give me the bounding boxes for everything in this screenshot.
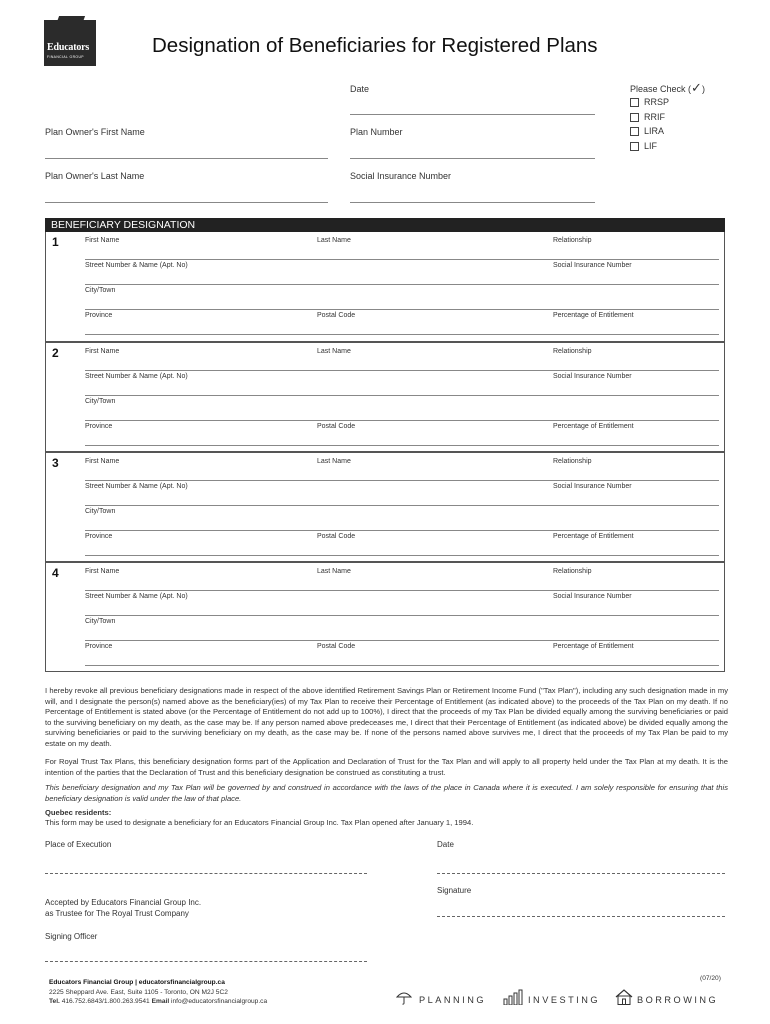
logo-subtitle: FINANCIAL GROUP (47, 55, 84, 59)
royal-trust-paragraph: For Royal Trust Tax Plans, this beneficiary designation forms part of the Application and Declaration of Trust for the Tax Plan and will apply to all property held under the Tax Plan at my death. It is the intention of the parties that the Declaration of Trust and this beneficiary designation be construed as constituting a trust. (45, 757, 728, 777)
sin-label: Social Insurance Number (553, 593, 632, 600)
accepted-by-line1: Accepted by Educators Financial Group Inc. (45, 898, 202, 907)
signature-label: Signature (437, 886, 472, 895)
beneficiary-block-1 (45, 232, 725, 342)
city-field-line[interactable] (85, 420, 719, 421)
name-field-line[interactable] (85, 259, 719, 260)
date-label: Date (350, 84, 370, 94)
percentage-label: Percentage of Entitlement (553, 423, 634, 430)
educators-logo (44, 20, 96, 66)
place-of-execution-field[interactable] (45, 873, 367, 874)
last-name-label: Last Name (317, 348, 351, 355)
quebec-heading: Quebec residents: (45, 808, 112, 817)
percentage-label: Percentage of Entitlement (553, 312, 634, 319)
logo-name: Educators (47, 42, 90, 53)
relationship-label: Relationship (553, 348, 592, 355)
last-name-label: Last Name (317, 568, 351, 575)
owner-sin-field[interactable] (350, 202, 595, 203)
relationship-label: Relationship (553, 568, 592, 575)
relationship-label: Relationship (553, 458, 592, 465)
city-label: City/Town (85, 618, 116, 625)
province-label: Province (85, 312, 113, 319)
plan-number-field[interactable] (350, 158, 595, 159)
name-field-line[interactable] (85, 370, 719, 371)
lira-label: LIRA (644, 126, 665, 136)
name-field-line[interactable] (85, 480, 719, 481)
lif-label: LIF (644, 141, 658, 151)
beneficiary-number: 4 (52, 566, 59, 580)
sin-label: Social Insurance Number (553, 262, 632, 269)
footer-contact (49, 998, 267, 1005)
please-check-label: Please Check (✓) (630, 80, 705, 95)
umbrella-icon (396, 989, 412, 1005)
signing-date-label: Date (437, 840, 454, 849)
street-label: Street Number & Name (Apt. No) (85, 593, 188, 600)
owner-first-name-label: Plan Owner's First Name (45, 127, 145, 137)
percentage-label: Percentage of Entitlement (553, 533, 634, 540)
brand-investing: INVESTING (528, 995, 601, 1005)
lif-checkbox[interactable] (630, 142, 639, 151)
street-label: Street Number & Name (Apt. No) (85, 483, 188, 490)
postal-code-label: Postal Code (317, 423, 356, 430)
bar-chart-icon (503, 989, 525, 1005)
city-field-line[interactable] (85, 530, 719, 531)
rrsp-checkbox[interactable] (630, 98, 639, 107)
street-field-line[interactable] (85, 505, 719, 506)
province-field-line[interactable] (85, 555, 719, 556)
signing-officer-field[interactable] (45, 961, 367, 962)
postal-code-label: Postal Code (317, 312, 356, 319)
city-label: City/Town (85, 398, 116, 405)
last-name-label: Last Name (317, 458, 351, 465)
postal-code-label: Postal Code (317, 643, 356, 650)
name-field-line[interactable] (85, 590, 719, 591)
beneficiary-block-3 (45, 452, 725, 562)
province-field-line[interactable] (85, 445, 719, 446)
brand-planning: PLANNING (419, 995, 486, 1005)
page-title: Designation of Beneficiaries for Registered Plans (152, 34, 598, 57)
owner-last-name-field[interactable] (45, 202, 328, 203)
beneficiary-number: 1 (52, 235, 59, 249)
accepted-by-line2: as Trustee for The Royal Trust Company (45, 909, 189, 918)
city-field-line[interactable] (85, 640, 719, 641)
signing-date-field[interactable] (437, 873, 725, 874)
quebec-text: This form may be used to designate a beneficiary for an Educators Financial Group Inc. Tax Plan opened after January 1, 1994. (45, 818, 474, 827)
province-label: Province (85, 643, 113, 650)
sin-label: Social Insurance Number (553, 373, 632, 380)
lira-checkbox[interactable] (630, 127, 639, 136)
house-icon (614, 989, 634, 1005)
owner-last-name-label: Plan Owner's Last Name (45, 171, 145, 181)
email-value: info@educatorsfinancialgroup.ca (171, 998, 268, 1005)
version-number: (07/20) (700, 975, 721, 982)
province-field-line[interactable] (85, 334, 719, 335)
beneficiary-block-2 (45, 342, 725, 452)
tel-label: Tel. (49, 998, 60, 1005)
checkmark-icon: ✓ (691, 80, 702, 95)
city-field-line[interactable] (85, 309, 719, 310)
relationship-label: Relationship (553, 237, 592, 244)
street-field-line[interactable] (85, 284, 719, 285)
province-label: Province (85, 533, 113, 540)
place-of-execution-label: Place of Execution (45, 840, 112, 849)
last-name-label: Last Name (317, 237, 351, 244)
beneficiary-number: 2 (52, 346, 59, 360)
beneficiary-heading: BENEFICIARY DESIGNATION (45, 218, 725, 232)
province-label: Province (85, 423, 113, 430)
city-label: City/Town (85, 508, 116, 515)
first-name-label: First Name (85, 458, 120, 465)
street-field-line[interactable] (85, 395, 719, 396)
owner-sin-label: Social Insurance Number (350, 171, 452, 181)
tel-value: 416.752.6843/1.800.263.9541 (61, 998, 150, 1005)
plan-number-label: Plan Number (350, 127, 403, 137)
street-field-line[interactable] (85, 615, 719, 616)
owner-first-name-field[interactable] (45, 158, 328, 159)
percentage-label: Percentage of Entitlement (553, 643, 634, 650)
first-name-label: First Name (85, 348, 120, 355)
first-name-label: First Name (85, 568, 120, 575)
sin-label: Social Insurance Number (553, 483, 632, 490)
postal-code-label: Postal Code (317, 533, 356, 540)
brand-borrowing: BORROWING (637, 995, 719, 1005)
street-label: Street Number & Name (Apt. No) (85, 373, 188, 380)
email-label: Email (151, 998, 170, 1005)
rrsp-label: RRSP (644, 97, 670, 107)
signature-field[interactable] (437, 916, 725, 917)
governing-law-paragraph: This beneficiary designation and my Tax Plan will be governed by and construed in accordance with the laws of the place in Canada where it is executed. I am solely responsible for ensuring that this beneficiary designation is valid under the law of that place. (45, 783, 728, 803)
footer-address: 2225 Sheppard Ave. East, Suite 1105 - Toronto, ON M2J 5C2 (49, 989, 228, 996)
street-label: Street Number & Name (Apt. No) (85, 262, 188, 269)
footer-company: Educators Financial Group | educatorsfinancialgroup.ca (49, 979, 225, 986)
first-name-label: First Name (85, 237, 120, 244)
revocation-paragraph: I hereby revoke all previous beneficiary designations made in respect of the above identified Retirement Savings Plan or Retirement Income Fund ("Tax Plan"), including any such designation made in my will, and I designate the person(s) named above as the beneficiary(ies) of my Tax Plan to receive their Percentage of Entitlement (as indicated above) to the proceeds of the Tax Plan on my death. If no Percentage of Entitlement is stated above (or the Percentage of Entitlement do not add up to 100%), I direct that the proceeds of my Tax Plan be divided equally among the surviving beneficiaries or paid to the surviving beneficiary on my death, as the case may be. If any person named above predeceases me, I direct that their Percentage of Entitlement (as indicated above) be divided equally among the surviving beneficiaries or paid to the surviving beneficiary on my death, as the case may be. If none of the persons named above survives me, I direct that the proceeds of my Tax Plan be paid to my estate on my death. (45, 686, 728, 748)
date-field[interactable] (350, 114, 595, 115)
rrif-label: RRIF (644, 112, 665, 122)
rrif-checkbox[interactable] (630, 113, 639, 122)
beneficiary-block-4 (45, 562, 725, 672)
signing-officer-label: Signing Officer (45, 932, 98, 941)
beneficiary-number: 3 (52, 456, 59, 470)
city-label: City/Town (85, 287, 116, 294)
province-field-line[interactable] (85, 665, 719, 666)
